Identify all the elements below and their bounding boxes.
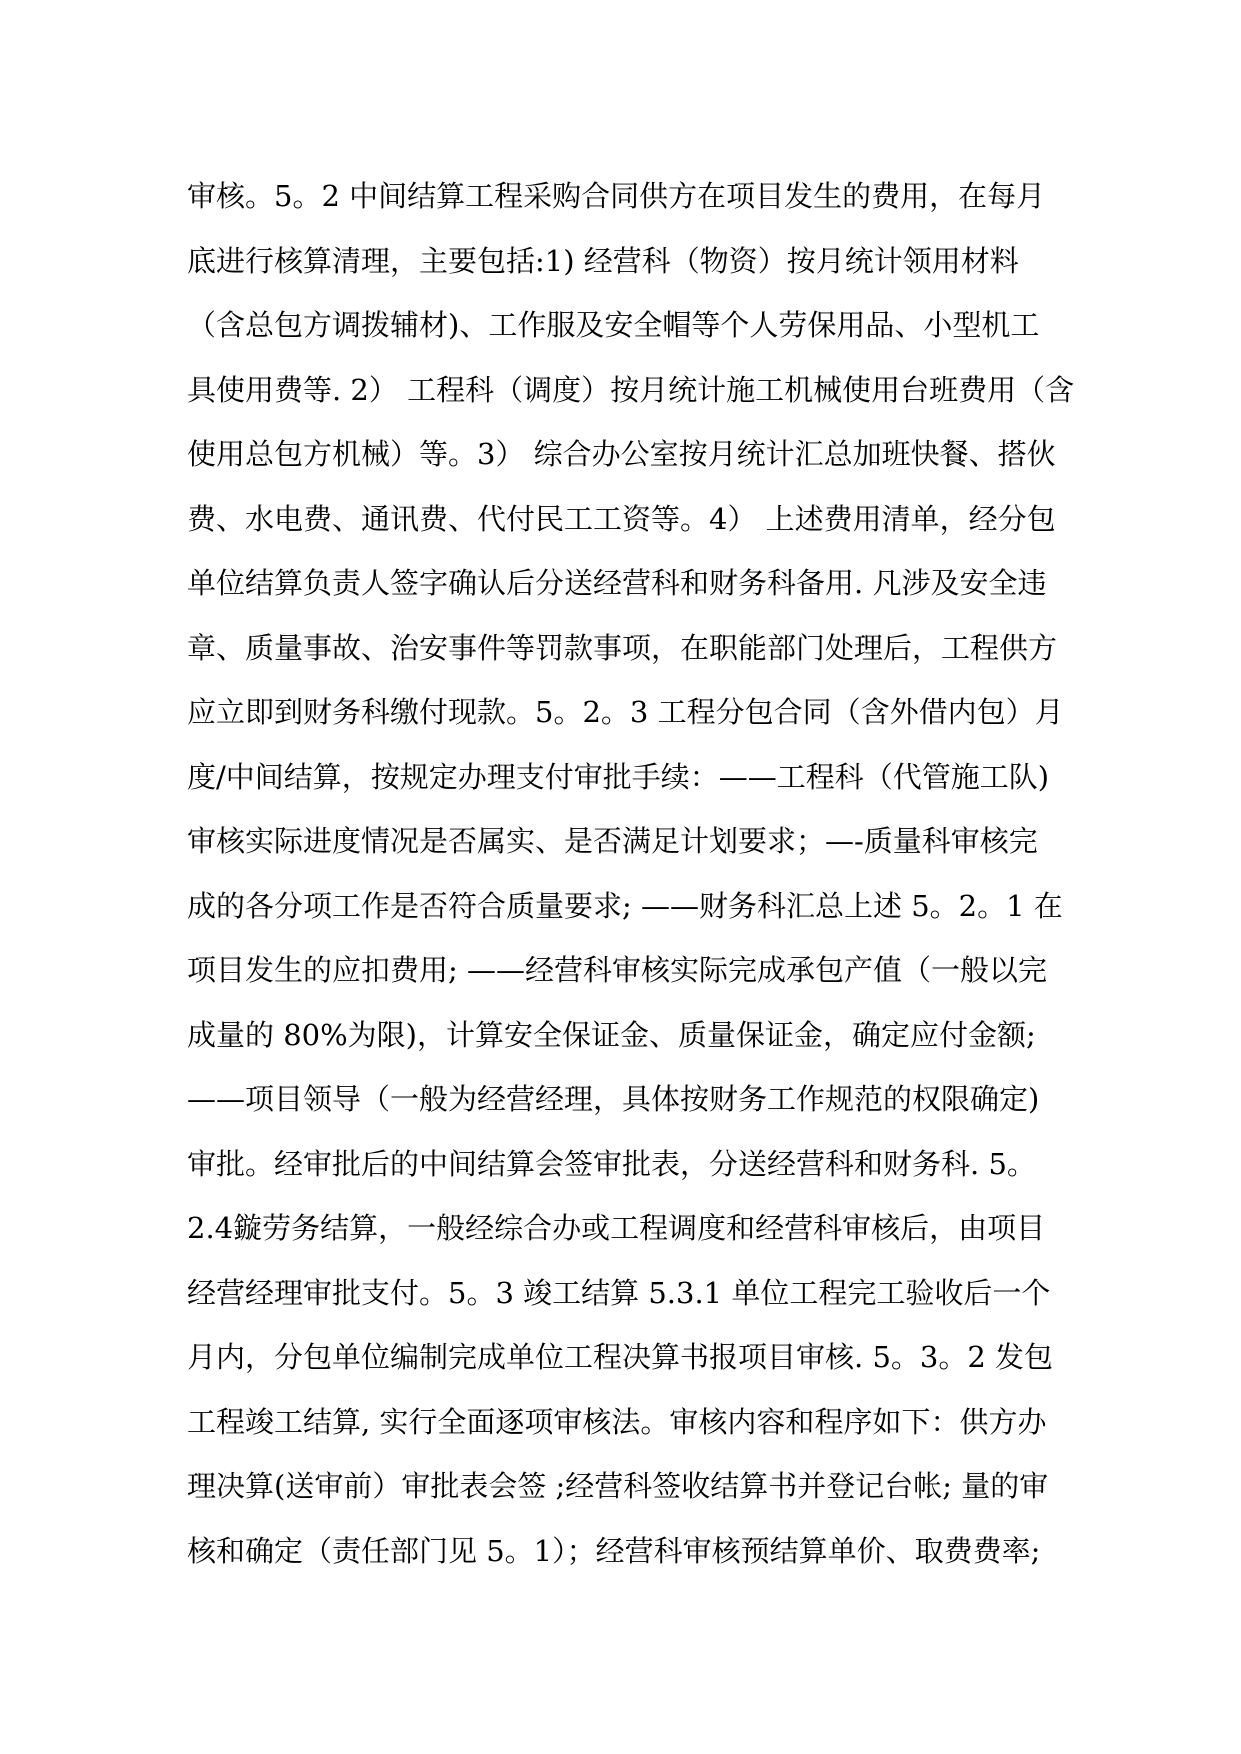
text-line: 费、水电费、通讯费、代付民工工资等。4） 上述费用清单，经分包 [187,501,1056,536]
text-line: 月内，分包单位编制完成单位工程决算书报项目审核. 5。3。2 发包 [187,1340,1054,1374]
text-line: 理决算(送审前）审批表会签 ;经营科签收结算书并登记台帐; 量的审 [187,1469,1049,1503]
text-line: （含总包方调拨辅材)、工作服及安全帽等个人劳保用品、小型机工 [187,308,1040,342]
text-line: 项目发生的应扣费用; ——经营科审核实际完成承包产值（一般以完 [187,953,1047,987]
text-line: 章、质量事故、治安事件等罚款事项，在职能部门处理后，工程供方 [187,630,1058,665]
text-line: ——项目领导（一般为经营经理，具体按财务工作规范的权限确定) [187,1082,1040,1116]
text-line: 度/中间结算，按规定办理支付审批手续：——工程科（代管施工队) [187,759,1050,794]
text-line: 审核实际进度情况是否属实、是否满足计划要求；—-质量科审核完 [187,824,1038,858]
body-text [187,164,1087,1583]
text-line: 应立即到财务科缴付现款。5。2。3 工程分包合同（含外借内包）月 [187,695,1064,729]
text-line: 使用总包方机械）等。3） 综合办公室按月统计汇总加班快餐、搭伙 [187,437,1056,471]
text-line: 审核。5。2 中间结算工程采购合同供方在项目发生的费用，在每月 [187,179,1046,213]
text-line: 成量的 80%为限)，计算安全保证金、质量保证金，确定应付金额; [187,1017,1036,1052]
text-line: 审批。经审批后的中间结算会签审批表，分送经营科和财务科. 5。 [187,1146,1036,1181]
text-line: 成的各分项工作是否符合质量要求; ——财务科汇总上述 5。2。1 在 [187,888,1063,923]
text-line: 单位结算负责人签字确认后分送经营科和财务科备用. 凡涉及安全违 [187,566,1047,600]
text-line: 具使用费等. 2） 工程科（调度）按月统计施工机械使用台班费用（含 [187,372,1075,407]
text-line: 底进行核算清理，主要包括:1) 经营科（物资）按月统计领用材料 [187,243,1019,278]
text-line: 核和确定（责任部门见 5。1）；经营科审核预结算单价、取费费率; [187,1533,1041,1568]
text-line: 工程竣工结算, 实行全面逐项审核法。审核内容和程序如下：供方办 [187,1404,1047,1439]
text-line: 2.4鏇劳务结算，一般经综合办或工程调度和经营科审核后，由项目 [187,1211,1046,1245]
text-line: 经营经理审批支付。5。3 竣工结算 5.3.1 单位工程完工验收后一个 [187,1275,1051,1310]
